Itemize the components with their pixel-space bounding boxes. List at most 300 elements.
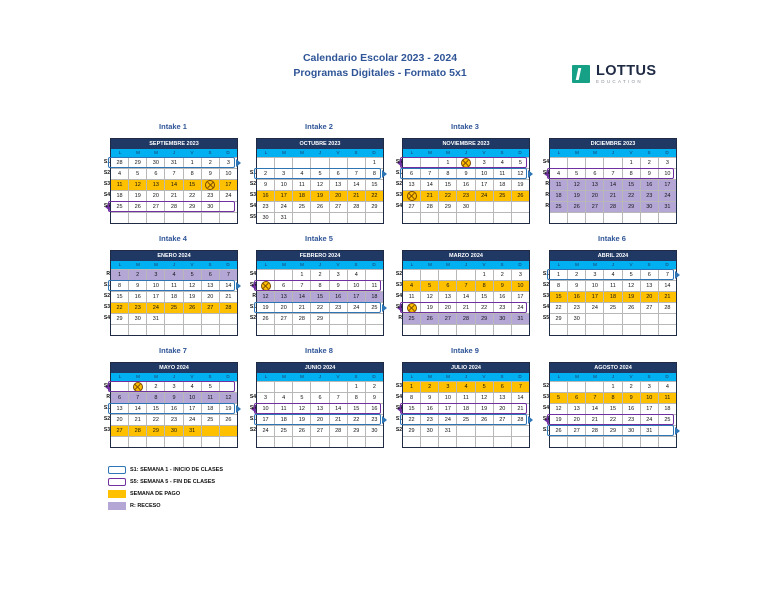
- day-cell: 29: [184, 201, 202, 212]
- day-cell: 30: [366, 425, 383, 436]
- day-cell: 3: [330, 269, 348, 280]
- day-cell: 18: [275, 414, 293, 425]
- day-cell: 11: [202, 392, 220, 403]
- day-cell: 31: [275, 212, 293, 223]
- day-cell: 16: [568, 291, 586, 302]
- day-cell: 22: [311, 302, 329, 313]
- day-cell: [311, 436, 329, 447]
- weekday-label: J: [318, 150, 322, 155]
- week-row: [395, 201, 529, 212]
- month-header: DICIEMBRE 2023: [550, 139, 676, 149]
- day-cell: 25: [275, 425, 293, 436]
- day-cell: 17: [476, 179, 494, 190]
- day-cell: 3: [476, 157, 494, 168]
- day-cell: 28: [293, 313, 311, 324]
- intake-title: Intake 7: [159, 346, 187, 355]
- week-row: [395, 403, 529, 414]
- day-cell: [604, 324, 622, 335]
- day-cell: 15: [439, 179, 457, 190]
- week-label: S5: [395, 159, 402, 165]
- day-cell: 25: [457, 414, 475, 425]
- day-cell: 1: [111, 269, 129, 280]
- week-label: S5: [249, 282, 256, 288]
- day-cell: 17: [641, 403, 659, 414]
- day-cell: 26: [129, 201, 147, 212]
- week-label: S2: [542, 282, 549, 288]
- weekday-label: V: [190, 150, 194, 155]
- day-cell: 28: [421, 201, 439, 212]
- day-cell: 2: [147, 381, 165, 392]
- day-cell: 19: [129, 190, 147, 201]
- week-row: [106, 392, 237, 403]
- day-cell: 14: [129, 403, 147, 414]
- week-row: [249, 403, 383, 414]
- day-cell: 20: [311, 414, 329, 425]
- week-row: [542, 269, 676, 280]
- day-cell: 14: [348, 179, 366, 190]
- week-label: S5: [542, 416, 549, 422]
- day-cell: 6: [641, 269, 659, 280]
- day-cell: 7: [457, 280, 475, 291]
- day-cell: [659, 313, 676, 324]
- day-cell: 9: [623, 392, 641, 403]
- day-cell: [366, 313, 383, 324]
- day-cell: [220, 436, 237, 447]
- day-cell: 25: [366, 302, 383, 313]
- day-cell: 22: [111, 302, 129, 313]
- day-cell: 16: [494, 291, 512, 302]
- week-label: S4: [542, 159, 549, 165]
- day-cell: 21: [421, 190, 439, 201]
- day-cell: [494, 201, 512, 212]
- day-cell: [494, 436, 512, 447]
- week-row: [249, 280, 383, 291]
- day-cell: 11: [604, 280, 622, 291]
- day-cell: 20: [568, 414, 586, 425]
- weekday-label: M: [282, 150, 286, 155]
- week-label: S2: [249, 181, 256, 187]
- week-row: [542, 403, 676, 414]
- week-row: [542, 302, 676, 313]
- day-cell: 12: [623, 280, 641, 291]
- week-label: S2: [542, 383, 549, 389]
- weekday-label: M: [446, 262, 450, 267]
- day-cell: 24: [659, 190, 676, 201]
- day-cell: [403, 269, 421, 280]
- day-cell: 25: [659, 414, 676, 425]
- day-cell: [550, 157, 568, 168]
- weekday-label: M: [300, 374, 304, 379]
- weekday-label: D: [518, 150, 522, 155]
- day-cell: [129, 381, 147, 392]
- day-cell: 17: [586, 291, 604, 302]
- day-cell: 25: [293, 201, 311, 212]
- weekday-label: J: [172, 374, 176, 379]
- legend-text: S1: SEMANA 1 - INICIO DE CLASES: [130, 466, 224, 473]
- day-cell: [275, 381, 293, 392]
- day-cell: 8: [311, 280, 329, 291]
- day-cell: 24: [220, 190, 237, 201]
- legend-item: [108, 476, 223, 487]
- day-cell: [165, 212, 183, 223]
- day-cell: 18: [659, 403, 676, 414]
- day-cell: [586, 436, 604, 447]
- day-cell: 30: [641, 201, 659, 212]
- week-label: S4: [395, 293, 402, 299]
- day-cell: 1: [184, 157, 202, 168]
- day-cell: 3: [641, 381, 659, 392]
- week-row: [542, 425, 676, 436]
- day-cell: 28: [659, 302, 676, 313]
- week-label: R: [252, 293, 256, 299]
- day-cell: [129, 324, 147, 335]
- day-cell: 29: [476, 313, 494, 324]
- day-cell: [457, 324, 475, 335]
- day-cell: [366, 324, 383, 335]
- week-label: S4: [542, 304, 549, 310]
- week-label: S1: [542, 427, 549, 433]
- day-cell: 3: [659, 157, 676, 168]
- day-cell: 20: [439, 302, 457, 313]
- day-cell: [184, 436, 202, 447]
- day-cell: 6: [111, 392, 129, 403]
- weekday-label: D: [226, 150, 230, 155]
- day-cell: 27: [202, 302, 220, 313]
- day-cell: 19: [512, 179, 529, 190]
- day-cell: [586, 212, 604, 223]
- day-cell: [311, 212, 329, 223]
- day-cell: 27: [494, 414, 512, 425]
- day-cell: 31: [184, 425, 202, 436]
- day-cell: [348, 324, 366, 335]
- day-cell: 26: [184, 302, 202, 313]
- day-cell: 13: [147, 179, 165, 190]
- holiday-icon: [133, 382, 143, 392]
- day-cell: 4: [165, 269, 183, 280]
- weekday-label: J: [318, 374, 322, 379]
- day-cell: [293, 212, 311, 223]
- day-cell: [586, 313, 604, 324]
- day-cell: [512, 425, 529, 436]
- day-cell: 21: [604, 190, 622, 201]
- day-cell: 5: [550, 392, 568, 403]
- week-label: S3: [542, 394, 549, 400]
- weekday-header: [403, 373, 529, 381]
- weekday-label: L: [264, 262, 268, 267]
- day-cell: [403, 157, 421, 168]
- day-cell: 26: [421, 313, 439, 324]
- week-row: [257, 436, 383, 447]
- day-cell: 31: [147, 313, 165, 324]
- day-cell: 23: [641, 190, 659, 201]
- day-cell: 4: [604, 269, 622, 280]
- intake-title: Intake 4: [159, 234, 187, 243]
- day-cell: 29: [366, 201, 383, 212]
- day-cell: 18: [604, 291, 622, 302]
- day-cell: 30: [202, 201, 220, 212]
- day-cell: [111, 436, 129, 447]
- weekday-label: S: [647, 374, 651, 379]
- day-cell: [550, 381, 568, 392]
- week-label: S4: [249, 394, 256, 400]
- day-cell: [568, 212, 586, 223]
- week-row: [542, 414, 676, 425]
- month-calendar: [103, 362, 238, 448]
- day-cell: [641, 436, 659, 447]
- day-cell: [311, 324, 329, 335]
- day-cell: 13: [275, 291, 293, 302]
- day-cell: 15: [476, 291, 494, 302]
- day-cell: 15: [366, 179, 383, 190]
- legend: [108, 464, 223, 512]
- weekday-label: M: [300, 262, 304, 267]
- day-cell: 13: [311, 403, 329, 414]
- day-cell: [348, 436, 366, 447]
- day-cell: 20: [275, 302, 293, 313]
- day-cell: 6: [147, 168, 165, 179]
- weekday-label: V: [629, 150, 633, 155]
- day-cell: 26: [550, 425, 568, 436]
- day-cell: 22: [604, 414, 622, 425]
- day-cell: [476, 201, 494, 212]
- day-cell: [476, 425, 494, 436]
- day-cell: 28: [457, 313, 475, 324]
- day-cell: 18: [550, 190, 568, 201]
- day-cell: [550, 212, 568, 223]
- weekday-label: S: [354, 150, 358, 155]
- weekday-label: M: [282, 374, 286, 379]
- day-cell: 5: [623, 269, 641, 280]
- weekday-label: M: [575, 150, 579, 155]
- day-cell: 27: [641, 302, 659, 313]
- day-cell: 10: [659, 168, 676, 179]
- weekday-label: S: [208, 374, 212, 379]
- week-label: S1: [103, 159, 110, 165]
- day-cell: 14: [659, 280, 676, 291]
- week-row: [545, 201, 676, 212]
- day-cell: [165, 324, 183, 335]
- day-cell: 29: [111, 313, 129, 324]
- week-label: S1: [249, 170, 256, 176]
- week-row: [103, 291, 237, 302]
- day-cell: 9: [129, 280, 147, 291]
- day-cell: 19: [184, 291, 202, 302]
- day-cell: 18: [494, 179, 512, 190]
- day-cell: 17: [275, 190, 293, 201]
- day-cell: [659, 324, 676, 335]
- day-cell: 8: [366, 168, 383, 179]
- holiday-icon: [407, 191, 417, 201]
- day-cell: [457, 212, 475, 223]
- month-calendar: [542, 362, 677, 448]
- day-cell: 8: [147, 392, 165, 403]
- day-cell: [165, 313, 183, 324]
- day-cell: [220, 324, 237, 335]
- day-cell: 6: [202, 269, 220, 280]
- day-cell: 4: [403, 280, 421, 291]
- weekday-label: M: [154, 262, 158, 267]
- week-label: S3: [249, 192, 256, 198]
- day-cell: 11: [494, 168, 512, 179]
- day-cell: 12: [550, 403, 568, 414]
- day-cell: 3: [512, 269, 529, 280]
- day-cell: 16: [165, 403, 183, 414]
- week-row: [542, 291, 676, 302]
- day-cell: [403, 436, 421, 447]
- day-cell: [604, 157, 622, 168]
- day-cell: 14: [293, 291, 311, 302]
- week-label: S1: [103, 405, 110, 411]
- intake-title: Intake 6: [598, 234, 626, 243]
- day-cell: 14: [220, 280, 237, 291]
- day-cell: 1: [403, 381, 421, 392]
- weekday-label: L: [118, 374, 122, 379]
- week-row: [103, 381, 237, 392]
- day-cell: 2: [421, 381, 439, 392]
- day-cell: 1: [550, 269, 568, 280]
- day-cell: [184, 212, 202, 223]
- day-cell: 2: [623, 381, 641, 392]
- day-cell: 18: [202, 403, 220, 414]
- weekday-header: [550, 149, 676, 157]
- day-cell: 18: [366, 291, 383, 302]
- day-cell: [348, 313, 366, 324]
- weekday-header: [111, 373, 237, 381]
- day-cell: [476, 436, 494, 447]
- week-label: S2: [395, 181, 402, 187]
- weekday-label: J: [172, 150, 176, 155]
- day-cell: 4: [348, 269, 366, 280]
- day-cell: 30: [494, 313, 512, 324]
- day-cell: [421, 212, 439, 223]
- week-label: R: [545, 181, 549, 187]
- week-row: [395, 381, 529, 392]
- day-cell: [330, 157, 348, 168]
- week-row: [249, 179, 383, 190]
- day-cell: 30: [165, 425, 183, 436]
- day-cell: 4: [550, 168, 568, 179]
- day-cell: [568, 381, 586, 392]
- day-cell: [457, 269, 475, 280]
- week-row: [550, 212, 676, 223]
- legend-swatch: [108, 502, 126, 510]
- day-cell: 7: [220, 269, 237, 280]
- day-cell: 24: [348, 302, 366, 313]
- week-row: [106, 269, 237, 280]
- day-cell: [641, 212, 659, 223]
- day-cell: [293, 381, 311, 392]
- day-cell: 9: [568, 280, 586, 291]
- day-cell: 20: [641, 291, 659, 302]
- week-row: [103, 168, 237, 179]
- month-calendar: [249, 250, 384, 336]
- weekday-label: S: [500, 150, 504, 155]
- week-label: S1: [395, 416, 402, 422]
- day-cell: [257, 280, 275, 291]
- day-cell: 4: [184, 381, 202, 392]
- weekday-label: V: [190, 262, 194, 267]
- weekday-label: V: [482, 262, 486, 267]
- day-cell: 5: [476, 381, 494, 392]
- day-cell: [311, 381, 329, 392]
- day-cell: 24: [586, 302, 604, 313]
- day-cell: 19: [220, 403, 237, 414]
- day-cell: 6: [330, 168, 348, 179]
- week-label: S5: [395, 304, 402, 310]
- day-cell: 26: [257, 313, 275, 324]
- day-cell: 29: [439, 201, 457, 212]
- week-label: R: [545, 192, 549, 198]
- day-cell: 8: [476, 280, 494, 291]
- day-cell: 23: [129, 302, 147, 313]
- day-cell: 16: [257, 190, 275, 201]
- day-cell: 22: [184, 190, 202, 201]
- holiday-icon: [261, 281, 271, 291]
- weekday-label: V: [482, 150, 486, 155]
- day-cell: 11: [659, 392, 676, 403]
- day-cell: 14: [165, 179, 183, 190]
- week-row: [103, 302, 237, 313]
- day-cell: 7: [586, 392, 604, 403]
- day-cell: [403, 324, 421, 335]
- weekday-label: D: [665, 262, 669, 267]
- weekday-label: M: [136, 374, 140, 379]
- week-label: R: [106, 271, 110, 277]
- day-cell: 11: [111, 179, 129, 190]
- day-cell: 15: [623, 179, 641, 190]
- week-row: [249, 168, 383, 179]
- day-cell: 21: [129, 414, 147, 425]
- week-row: [249, 392, 383, 403]
- week-row: [103, 179, 237, 190]
- day-cell: 18: [293, 190, 311, 201]
- weekday-header: [257, 149, 383, 157]
- weekday-header: [550, 373, 676, 381]
- weekday-header: [257, 261, 383, 269]
- weekday-label: S: [354, 262, 358, 267]
- day-cell: [512, 212, 529, 223]
- day-cell: [512, 324, 529, 335]
- day-cell: [202, 212, 220, 223]
- day-cell: [439, 212, 457, 223]
- intake-title: Intake 8: [305, 346, 333, 355]
- day-cell: [623, 436, 641, 447]
- weekday-label: M: [428, 374, 432, 379]
- week-row: [103, 414, 237, 425]
- day-cell: 2: [568, 269, 586, 280]
- day-cell: 4: [275, 392, 293, 403]
- day-cell: 11: [403, 291, 421, 302]
- intake-title: Intake 5: [305, 234, 333, 243]
- legend-swatch: [108, 466, 126, 474]
- week-row: [103, 190, 237, 201]
- day-cell: 19: [623, 291, 641, 302]
- day-cell: 2: [129, 269, 147, 280]
- day-cell: 16: [366, 403, 383, 414]
- week-label: S5: [542, 170, 549, 176]
- weekday-label: S: [500, 374, 504, 379]
- week-label: S3: [103, 427, 110, 433]
- legend-item: [108, 464, 223, 475]
- day-cell: [476, 324, 494, 335]
- day-cell: 2: [311, 269, 329, 280]
- day-cell: [147, 212, 165, 223]
- week-label: S1: [103, 282, 110, 288]
- day-cell: 21: [659, 291, 676, 302]
- weekday-label: S: [647, 150, 651, 155]
- week-row: [103, 201, 237, 212]
- day-cell: 7: [421, 168, 439, 179]
